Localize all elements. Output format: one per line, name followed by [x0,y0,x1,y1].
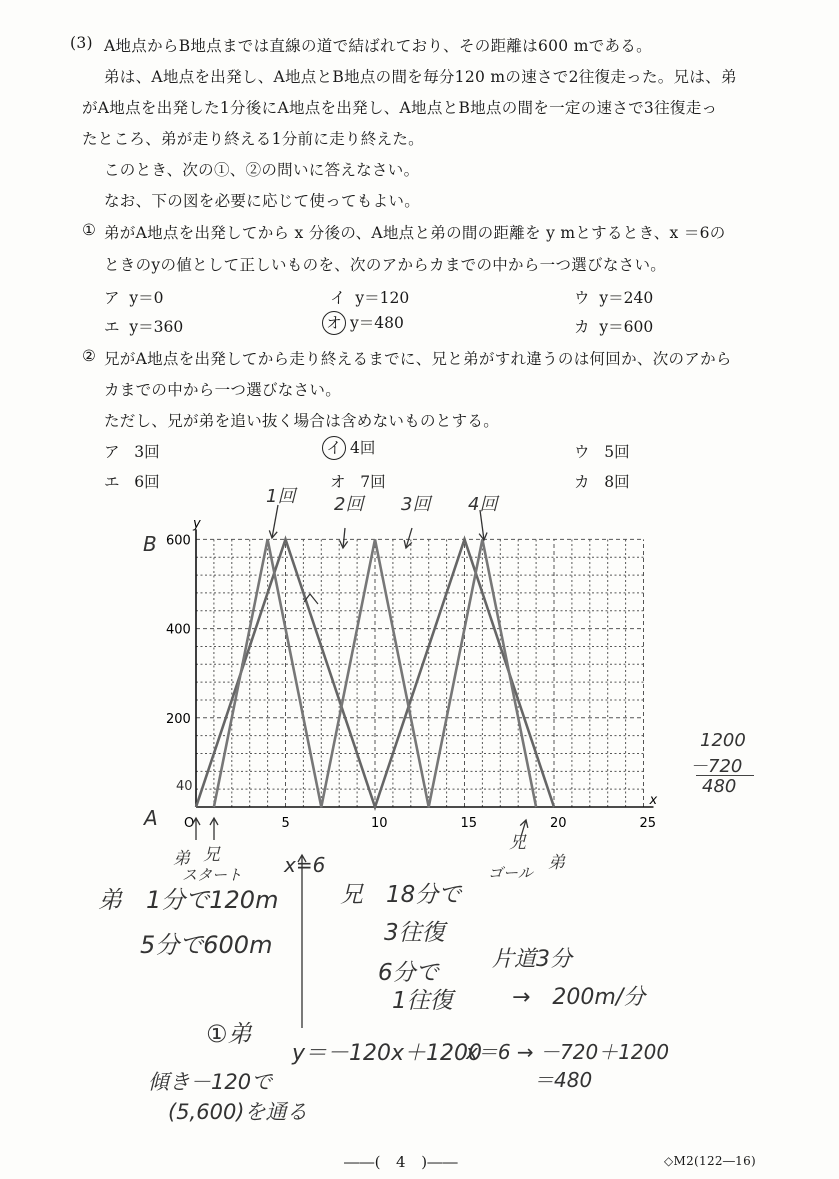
q1-option-circled: オ y＝480 [322,311,404,335]
page-number: ――( 4 )―― [344,1153,458,1171]
q2-line: ただし、兄が弟を追い抜く場合は含めないものとする。 [104,412,500,430]
q2-option: エ 6回 [104,473,160,491]
pass-label: 2回 [334,494,364,515]
q2-option: ア 3回 [104,443,160,461]
q1-option: エ y＝360 [104,318,184,336]
hw-calc-line: 1200 [700,730,746,751]
q1-line: 弟がA地点を出発してから x 分後の、A地点と弟の間の距離を y mとするとき、x ＝6の [104,224,726,242]
x-tick-label: 10 [371,816,388,831]
q2-option: ウ 5回 [574,443,630,461]
hw-note: x＝6 → －720＋1200 [466,1040,670,1064]
hw-note: 3往復 [384,920,445,946]
hw-note: 兄 18分で [340,882,462,908]
x-tick-label: 15 [460,816,478,831]
problem-line: たところ、弟が走り終える1分前に走り終えた。 [82,130,424,148]
hw-note: ＝480 [534,1068,593,1092]
pass-label: 4回 [468,494,498,515]
hw-note: → 200m/分 [512,985,646,1010]
problem-line: がA地点を出発した1分後にA地点を出発し、A地点とB地点の間を一定の速さで3往復走っ [82,99,718,117]
y-tick-label: 200 [166,711,191,727]
q1-option: ウ y＝240 [574,289,654,307]
q1-option: ア y＝0 [104,289,164,307]
hw-note: y＝－120x＋1200 [292,1041,483,1066]
y-tick-40: 40 [176,779,193,794]
answer-circle: イ [322,436,346,460]
hw-note: (5,600)を通る [168,1100,308,1124]
hw-label-a: A [144,806,158,830]
hw-note: 6分で [378,960,439,986]
q2-line: カまでの中から一つ選びなさい。 [104,381,342,399]
hw-note: 弟 1分で120m [98,886,279,914]
hw-goal: ゴール [488,864,533,882]
y-tick-label: 400 [166,622,191,638]
q1-line: ときのyの値として正しいものを、次のアからカまでの中から一つ選びなさい。 [104,256,667,274]
q2-option: カ 8回 [574,473,630,491]
q1-option: イ y＝120 [330,289,410,307]
q1-number: ① [82,221,97,239]
hw-younger-start: 弟 [173,849,190,869]
answer-circle: オ [322,311,346,335]
hw-elder-start: 兄 [203,845,220,865]
hw-calc-line: 480 [702,776,737,797]
q2-option-circled: イ 4回 [322,436,375,460]
page-code: ◇M2(122―16) [664,1154,756,1168]
hw-elder-goal: 兄 [509,833,526,853]
hw-label-b: B [143,532,157,556]
problem-line: A地点からB地点までは直線の道で結ばれており、その距離は600 mである。 [104,37,652,55]
hw-note: 片道3分 [492,947,572,972]
pass-label: 1回 [266,486,296,507]
problem-number: (3) [70,34,93,52]
problem-line: 弟は、A地点を出発し、A地点とB地点の間を毎分120 mの速さで2往復走った。兄は、弟 [104,68,737,86]
y-tick-label: 600 [166,533,191,549]
hw-note: ①弟 [206,1020,252,1048]
x-tick-label: 25 [639,816,657,831]
pass-label: 3回 [401,494,431,515]
hw-note: 傾き－120で [148,1070,273,1094]
x-tick-label: 5 [281,816,290,831]
arrow-icon [272,505,278,538]
hw-start: スタート [182,866,243,884]
q1-option: カ y＝600 [574,318,654,336]
y-axis-label: y [193,516,201,532]
problem-line: なお、下の図を必要に応じて使ってもよい。 [104,192,421,210]
hw-note: 1往復 [392,988,453,1014]
q2-line: 兄がA地点を出発してから走り終えるまでに、兄と弟がすれ違うのは何回か、次のアから [104,350,732,368]
hw-younger-goal: 弟 [548,853,565,873]
hw-x6: x=6 [284,853,326,877]
hw-calc-line: －720 [690,756,743,777]
q2-number: ② [82,347,97,365]
hw-note: 5分で600m [140,931,273,959]
x-tick-label: 20 [550,816,567,831]
x-axis-label: x [649,793,658,808]
q2-option: オ 7回 [330,473,386,491]
problem-line: このとき、次の①、②の問いに答えなさい。 [104,161,420,179]
x-tick-label: O [184,816,195,831]
